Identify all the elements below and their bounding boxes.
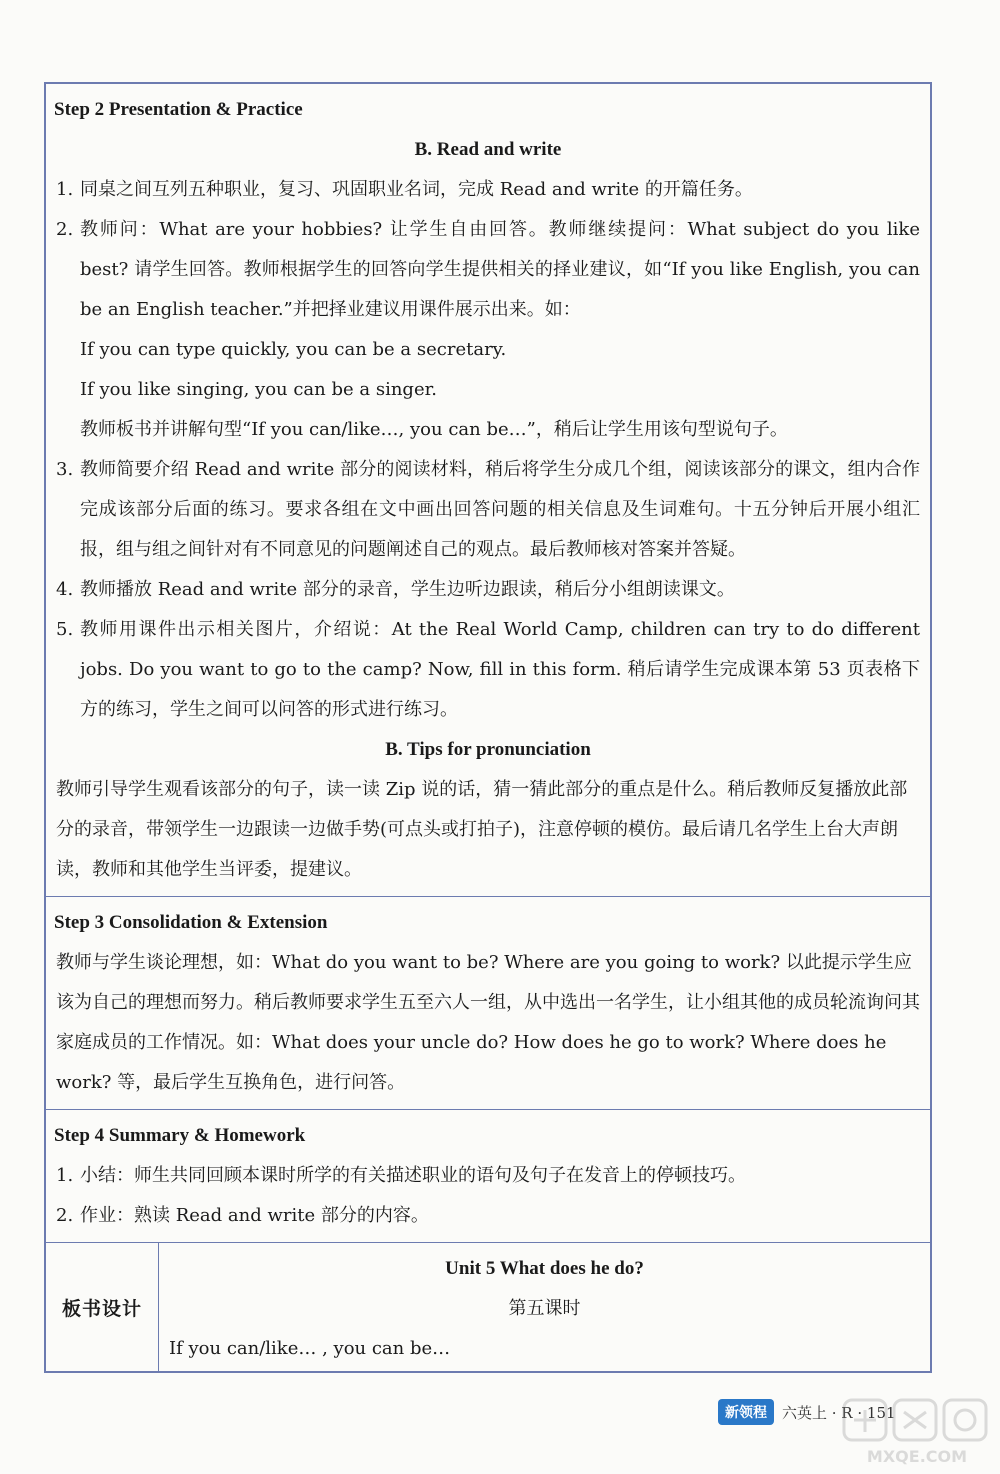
step3-title: Step 3 Consolidation & Extension [54,912,328,933]
tips-paragraph: 教师引导学生观看该部分的句子，读一读 Zip 说的话，猜一猜此部分的重点是什么。稍后教师反复播放此部分的录音，带领学生一边跟读一边做手势(可点头或打拍子)，注意停顿的模仿。最后请几名学生上台大声朗读，教师和其他学生当评委，提建议。 [56,779,908,880]
board-design-label: 板书设计 [46,1243,159,1371]
list-item: 2. 教师问：What are your hobbies? 让学生自由回答。教师继续提问：What subject do you like best? 请学生回答。教师根据学生的回答向学生提供相关的择业建议，如“If you like English, you can be an English teacher.”并把择业建议用课件展示出来。如： [56,219,920,320]
list-item: 1. 同桌之间互列五种职业，复习、巩固职业名词，完成 Read and write 的开篇任务。 [56,179,753,200]
example-sentence: If you can type quickly, you can be a secretary. [80,339,507,360]
watermark-logo-icon [842,1398,992,1468]
step3-paragraph: 教师与学生谈论理想，如：What do you want to be? Where are you going to work? 以此提示学生应该为自己的理想而努力。稍后教师要求学生五至六人一组，从中选出一名学生，让小组其他的成员轮流询问其家庭成员的工作情况。如：What does your uncle do? How does he go to work? Where does he work? 等，最后学生互换角色，进行问答。 [56,952,920,1093]
step3-section [46,897,930,1110]
board-design-section [46,1243,930,1371]
lesson-number: 第五课时 [508,1298,581,1319]
list-item: 4. 教师播放 Read and write 部分的录音，学生边听边跟读，稍后分小组朗读课文。 [56,579,735,600]
step4-title: Step 4 Summary & Homework [54,1125,306,1146]
lesson-plan-table [44,82,932,1373]
step4-section [46,1110,930,1243]
unit-title: Unit 5 What does he do? [445,1258,644,1279]
board-design-body [159,1243,930,1371]
read-write-subtitle: B. Read and write [414,139,562,160]
list-item: 2. 作业：熟读 Read and write 部分的内容。 [56,1205,429,1226]
page-number: 六英上 · R · 151 [782,1403,896,1422]
step2-section [46,84,930,897]
tips-subtitle: B. Tips for pronunciation [385,739,591,760]
board-note: 教师板书并讲解句型“If you can/like…, you can be…”，稍后让学生用该句型说句子。 [80,419,788,440]
example-sentence: If you like singing, you can be a singer. [80,379,437,400]
brand-logo: 新领程 [718,1399,774,1425]
list-item: 1. 小结：师生共同回顾本课时所学的有关描述职业的语句及句子在发音上的停顿技巧。 [56,1165,746,1186]
list-item: 5. 教师用课件出示相关图片，介绍说：At the Real World Camp, children can try to do different jobs. Do you want to go to the camp? Now, fill in this form. 稍后请学生完成课本第 53 页表格下方的练习，学生之间可以问答的形式进行练习。 [56,619,920,720]
svg-text:MXQE.COM: MXQE.COM [866,1447,968,1466]
step2-title: Step 2 Presentation & Practice [54,99,303,120]
list-item: 3. 教师简要介绍 Read and write 部分的阅读材料，稍后将学生分成几个组，阅读该部分的课文，组内合作完成该部分后面的练习。要求各组在文中画出回答问题的相关信息及生词难句。十五分钟后开展小组汇报，组与组之间针对有不同意见的问题阐述自己的观点。最后教师核对答案并答疑。 [56,459,920,560]
sentence-pattern: If you can/like… , you can be… [169,1338,451,1359]
